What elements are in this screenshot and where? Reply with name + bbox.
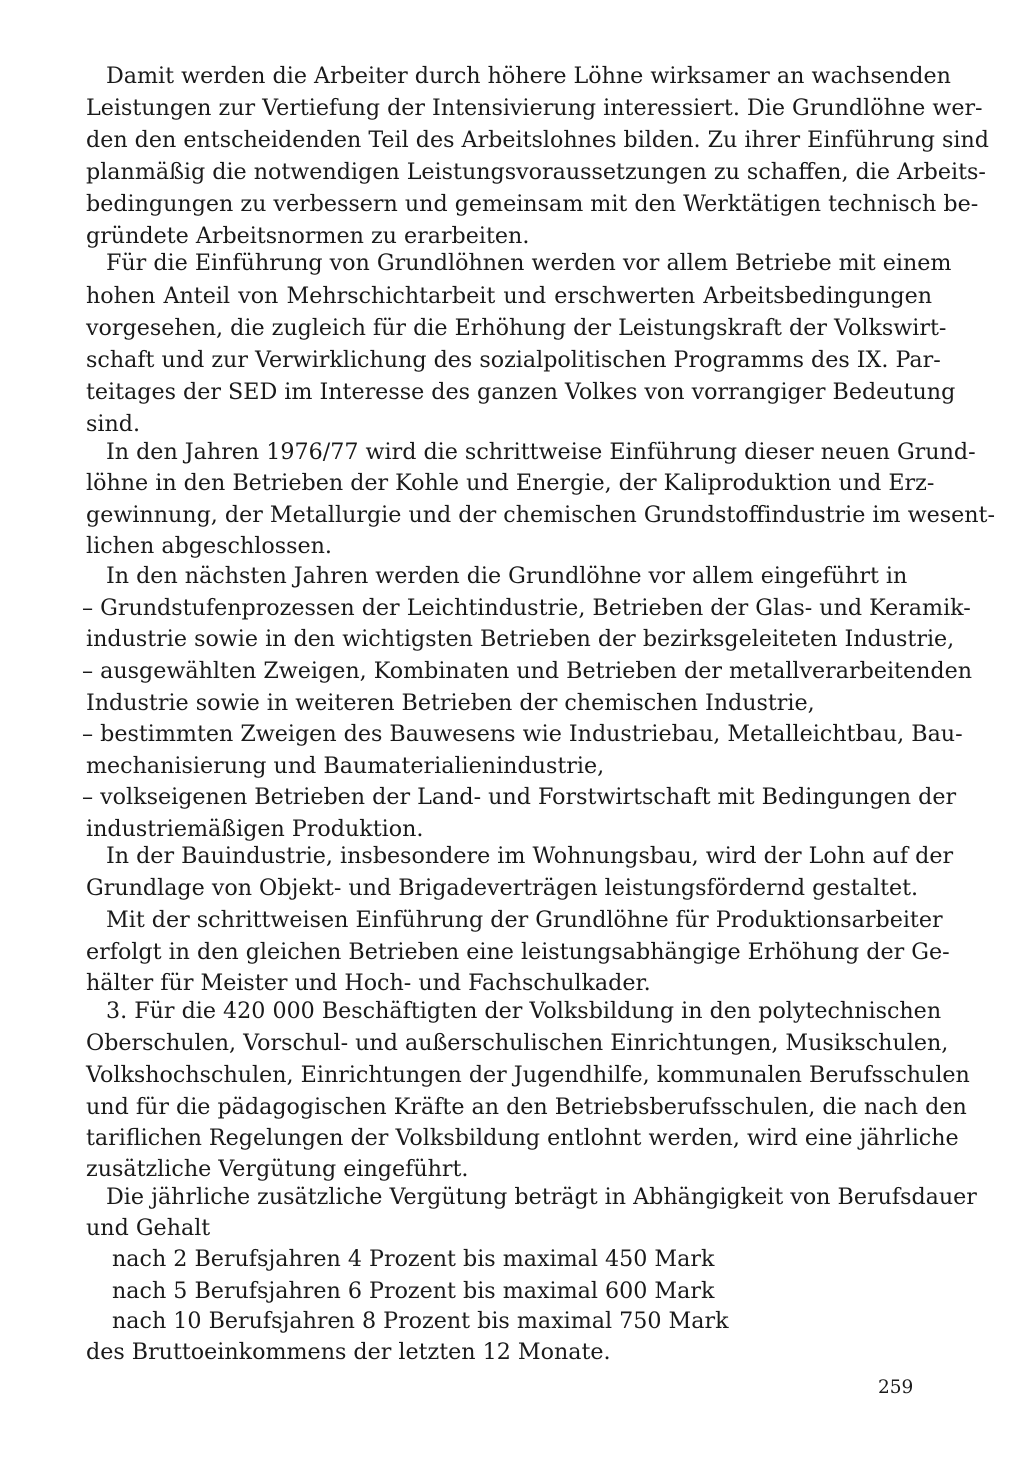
- text-line: [0, 623, 1024, 655]
- line-text: nach 5 Berufsjahren 6 Prozent bis maximal 600 Mark: [112, 1278, 715, 1304]
- text-line: [0, 687, 1024, 719]
- line-text: In den Jahren 1976/77 wird die schrittweise Einführung dieser neuen Grund-: [106, 439, 976, 465]
- list-item: [0, 592, 1024, 624]
- text-line: [0, 1027, 1024, 1059]
- list-item: [0, 655, 1024, 687]
- line-text: Grundlage von Objekt- und Brigadeverträgen leistungsfördernd gestaltet.: [86, 875, 919, 901]
- list-item: [0, 781, 1024, 813]
- line-text: nach 2 Berufsjahren 4 Prozent bis maximal 450 Mark: [112, 1246, 715, 1272]
- line-text: gewinnung, der Metallurgie und der chemischen Grundstoffindustrie im wesent-: [86, 502, 995, 528]
- text-line: [0, 344, 1024, 376]
- text-line: [0, 436, 1024, 468]
- line-text: Mit der schrittweisen Einführung der Grundlöhne für Produktionsarbeiter: [106, 907, 943, 933]
- text-line: [0, 750, 1024, 782]
- line-text: gründete Arbeitsnormen zu erarbeiten.: [86, 223, 530, 249]
- line-text: Die jährliche zusätzliche Vergütung beträgt in Abhängigkeit von Berufsdauer: [106, 1184, 977, 1210]
- line-text: hälter für Meister und Hoch- und Fachschulkader.: [86, 970, 651, 996]
- line-text: tariflichen Regelungen der Volksbildung entlohnt werden, wird eine jährliche: [86, 1125, 959, 1151]
- line-text: In der Bauindustrie, insbesondere im Wohnungsbau, wird der Lohn auf der: [106, 843, 954, 869]
- line-text: industrie sowie in den wichtigsten Betrieben der bezirksgeleiteten Industrie,: [86, 626, 955, 652]
- text-line: [0, 312, 1024, 344]
- text-line: [0, 1059, 1024, 1091]
- line-text: Damit werden die Arbeiter durch höhere Löhne wirksamer an wachsenden: [106, 63, 951, 89]
- line-text: nach 10 Berufsjahren 8 Prozent bis maximal 750 Mark: [112, 1308, 729, 1334]
- text-line: [0, 872, 1024, 904]
- list-item: [0, 1275, 1024, 1307]
- text-line: [0, 156, 1024, 188]
- text-line: [0, 280, 1024, 312]
- text-line: [0, 995, 1024, 1027]
- line-text: In den nächsten Jahren werden die Grundlöhne vor allem eingeführt in: [106, 563, 908, 589]
- line-text: schaft und zur Verwirklichung des sozialpolitischen Programms des IX. Par-: [86, 347, 941, 373]
- line-text: Volkshochschulen, Einrichtungen der Jugendhilfe, kommunalen Berufsschulen: [86, 1062, 970, 1088]
- text-line: [0, 467, 1024, 499]
- page-number: 259: [878, 1377, 914, 1398]
- line-text: zusätzliche Vergütung eingeführt.: [86, 1156, 469, 1182]
- line-text: erfolgt in den gleichen Betrieben eine leistungsabhängige Erhöhung der Ge-: [86, 939, 950, 965]
- line-text: lichen abgeschlossen.: [86, 533, 332, 559]
- line-text: planmäßig die notwendigen Leistungsvoraussetzungen zu schaffen, die Arbeits-: [86, 159, 986, 185]
- text-line: [0, 530, 1024, 562]
- text-line: [0, 1122, 1024, 1154]
- list-item: [0, 718, 1024, 750]
- text-line: [0, 60, 1024, 92]
- line-text: bedingungen zu verbessern und gemeinsam mit den Werktätigen technisch be-: [86, 191, 979, 217]
- line-text: teitages der SED im Interesse des ganzen Volkes von vorrangiger Bedeutung: [86, 379, 956, 405]
- text-line: [0, 1091, 1024, 1123]
- line-text: des Bruttoeinkommens der letzten 12 Monate.: [86, 1339, 611, 1365]
- line-text: industriemäßigen Produktion.: [86, 816, 424, 842]
- text-line: [0, 840, 1024, 872]
- text-line: [0, 124, 1024, 156]
- line-text: – volkseigenen Betrieben der Land- und Forstwirtschaft mit Bedingungen der: [82, 784, 957, 810]
- line-text: hohen Anteil von Mehrschichtarbeit und erschwerten Arbeitsbedingungen: [86, 283, 932, 309]
- line-text: Leistungen zur Vertiefung der Intensivierung interessiert. Die Grundlöhne wer-: [86, 95, 983, 121]
- text-line: [0, 188, 1024, 220]
- line-text: Industrie sowie in weiteren Betrieben der chemischen Industrie,: [86, 690, 815, 716]
- line-text: – bestimmten Zweigen des Bauwesens wie Industriebau, Metalleichtbau, Bau-: [82, 721, 963, 747]
- text-line: [0, 1212, 1024, 1244]
- text-line: [0, 92, 1024, 124]
- text-line: [0, 247, 1024, 279]
- line-text: und für die pädagogischen Kräfte an den Betriebsberufsschulen, die nach den: [86, 1094, 967, 1120]
- line-text: Für die Einführung von Grundlöhnen werden vor allem Betriebe mit einem: [106, 250, 952, 276]
- line-text: mechanisierung und Baumaterialienindustrie,: [86, 753, 605, 779]
- line-text: vorgesehen, die zugleich für die Erhöhung der Leistungskraft der Volkswirt-: [86, 315, 947, 341]
- line-text: und Gehalt: [86, 1215, 211, 1241]
- text-line: [0, 1336, 1024, 1368]
- line-text: Oberschulen, Vorschul- und außerschulischen Einrichtungen, Musikschulen,: [86, 1030, 949, 1056]
- text-line: [0, 499, 1024, 531]
- text-line: [0, 376, 1024, 408]
- line-text: den den entscheidenden Teil des Arbeitslohnes bilden. Zu ihrer Einführung sind: [86, 127, 989, 153]
- list-item: [0, 1305, 1024, 1337]
- text-line: [0, 1181, 1024, 1213]
- text-line: [0, 904, 1024, 936]
- line-text: 3. Für die 420 000 Beschäftigten der Volksbildung in den polytechnischen: [106, 998, 942, 1024]
- line-text: – ausgewählten Zweigen, Kombinaten und Betrieben der metallverarbeitenden: [82, 658, 973, 684]
- line-text: – Grundstufenprozessen der Leichtindustrie, Betrieben der Glas- und Keramik-: [82, 595, 971, 621]
- line-text: sind.: [86, 411, 141, 437]
- text-line: [0, 560, 1024, 592]
- text-line: [0, 936, 1024, 968]
- line-text: löhne in den Betrieben der Kohle und Energie, der Kaliproduktion und Erz-: [86, 470, 935, 496]
- list-item: [0, 1243, 1024, 1275]
